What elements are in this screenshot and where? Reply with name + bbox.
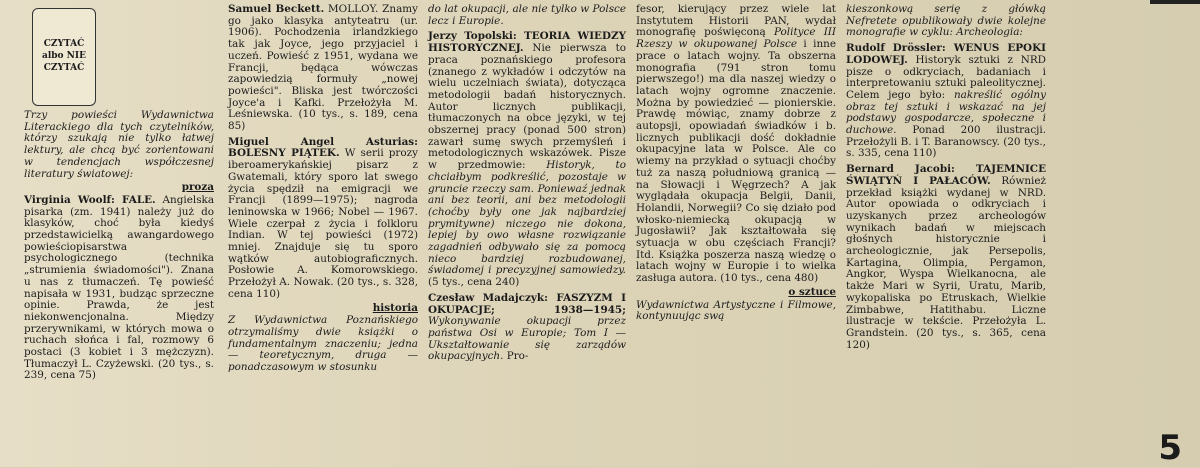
column-3	[428, 4, 626, 363]
review-woolf	[24, 195, 214, 382]
art-intro-cont: kieszonkową serię z główką Nefretete opublikowały dwie kolejne monografie w cyklu: Archeologia:	[846, 3, 1046, 39]
art-intro: Wydawnictwa Artystyczne i Filmowe, kontynuując swą	[636, 298, 836, 323]
review-tail: (5 tys., cena 240)	[428, 276, 520, 289]
review-heading: Miguel Angel Asturias: BOLESNY PIĄTEK.	[228, 135, 418, 160]
review-body: Historyk sztuki z NRD pisze o odkryciach, badaniach i interpretowaniu sztuki paleolitycznej. Celem jego było:	[846, 53, 1046, 101]
top-rule	[1150, 0, 1200, 4]
review-jacobi	[846, 164, 1046, 351]
review-heading: Virginia Woolf: FALE.	[24, 193, 156, 206]
column-4	[636, 4, 836, 323]
history-intro: Z Wydawnictwa Poznańskiego otrzymaliśmy dwie książki o fundamentalnym znaczeniu; jedna — teoretycznym, druga — ponadczasowym w stosunku	[228, 314, 418, 374]
review-madajczyk	[428, 293, 626, 363]
column-5	[846, 4, 1046, 351]
section-heading-proza: proza	[181, 181, 214, 194]
review-body: i inne prace o latach wojny. Ta obszerna monografia (791 stron tomu pierwszego!) ma dla naszej wiedzy o latach wojny ogromne znaczenie. Można by powiedzieć — pionierskie. Prawdę mówiąc, znamy dobrze z autopsji, opowiadań świadków i b. licznych publikacji dość dokładnie okupacyjne lata w Polsce. Ale co wiemy na przykład o sytuacji choćby tuż za naszą południową granicą — na Słowacji i Węgrzech? A jak wyglądała okupacja Belgii, Danii, Holandii, Norwegii? Co się działo pod włosko-niemiecką okupacją w Jugosławii? Jak kształtowała się sytuacja w obu częściach Francji? Itd. Książka poszerza naszą wiedzę o latach wojny w Europie i to wielka zasługa autora. (10 tys., cena 480)	[636, 38, 836, 285]
review-heading: Czesław Madajczyk: FASZYZM I OKUPACJE; 1938—1945;	[428, 291, 626, 316]
review-heading: Rudolf Drössler: WENUS EPOKI LODOWEJ.	[846, 42, 1046, 66]
review-body: Nie pierwsza to praca poznańskiego profesora (znanego z wykładów i odczytów na wielu uczelniach świata), dotycząca metodologii badań historycznych. Autor licznych publikacji, tłumaczonych na obce języki, w tej obszernej pracy (ponad 500 stron) zawarł sumę swych przemyśleń i metodologicznych wskazówek. Pisze w przedmowie:	[428, 42, 626, 172]
section-heading-historia: historia	[372, 301, 418, 314]
history-intro-cont: do lat okupacji, ale nie tylko w Polsce lecz i Europie.	[428, 3, 626, 27]
review-quote: Polityce III Rzeszy w okupowanej Polsce	[636, 26, 837, 51]
review-beckett	[228, 4, 418, 133]
review-body: MOLLOY. Znamy go jako klasyka antyteatru (ur. 1906). Pochodzenia irlandzkiego tak jak Joyce, jego przyjaciel i uczeń. Powieść z 1951, wydana we Francji, będąca wówczas zapowiedzią formuły „nowej powieści". Bliska jest twórczości Joyce'a i Kafki. Przełożyła M. Leśniewska. (10 tys., s. 189, cena 85)	[228, 3, 418, 133]
intro-text: Trzy powieści Wydawnictwa Literackiego dla tych czytelników, którzy szukają nie tylko łatwej lektury, ale chcą być zorientowani w tendencjach współczesnej literatury światowej:	[24, 109, 214, 180]
review-quote: Wykonywanie okupacji przez państwa Osi w Europie; Tom I — Ukształtowanie się zarządów okupacyjnych.	[428, 315, 626, 363]
review-asturias	[228, 137, 418, 301]
review-heading: Bernard Jacobi: TAJEMNICE ŚWIĄTYŃ I PAŁACÓW.	[846, 163, 1046, 187]
review-madajczyk-cont	[636, 4, 836, 285]
review-quote: nakreślić ogólny obraz tej sztuki i wskazać na jej podstawy gospodarcze, społeczne i duchowe.	[846, 88, 1046, 137]
review-heading: Jerzy Topolski: TEORIA WIEDZY HISTORYCZNEJ.	[428, 30, 626, 55]
review-tail: Pro-	[506, 350, 529, 363]
review-body: Również przekład książki wydanej w NRD. Autor opowiada o odkryciach i uzyskanych przez archeologów wynikach badań w miejscach głośnych historycznie i archeologicznie, jak Persepolis, Kartagina, Olimpia, Pergamon, Angkor, Wyspa Wielkanocna, ale także Mari w Syrii, Uratu, Marib, wykopaliska po Etruskach, Wielkie Zimbabwe, Hatithabu. Liczne ilustracje w tekście. Przełożyła L. Grandstein. (20 tys., s. 365, cena 120)	[846, 174, 1046, 351]
page-number: 5	[1158, 428, 1182, 468]
review-body: Angielska pisarka (zm. 1941) należy już do klasyków, choć była kiedyś przedstawicielką awangardowego powieściopisarstwa psychologicznego (technika „strumienia świadomości"). Znana u nas z tłumaczeń. Tę powieść napisała w 1931, budząc sprzeczne opinie. Prawda, że jest niekonwencjonalna. Między przerywnikami, w których mowa o ruchach słońca i fal, rozmowy 6 postaci (3 kobiet i 3 mężczyzn). Tłumaczył L. Czyżewski. (20 tys., s. 239, cena 75)	[24, 193, 215, 382]
review-body: fesor, kierujący przez wiele lat Instytutem Historii PAN, wydał monografię poświęconą	[636, 3, 836, 39]
column-logo-badge: CZYTAĆ albo NIE CZYTAĆ	[32, 8, 96, 106]
review-tail: Ponad 200 ilustracji. Przełożyli B. i T. Baranowscy. (20 tys., s. 335, cena 110)	[846, 124, 1046, 160]
review-drossler	[846, 43, 1046, 160]
column-2	[228, 4, 418, 374]
review-body: W serii prozy iberoamerykańskiej pisarz z Gwatemali, który sporo lat swego życia spędził na emigracji we Francji (1899—1975); nagroda leninowska w 1966; Nobel — 1967. Wiele czerpał z życia i folkloru Indian. W tej powieści (1972) mniej. Znajduje się tu sporo wątków autobiograficznych. Posłowie A. Komorowskiego. Przełożył A. Nowak. (20 tys., s. 328, cena 110)	[228, 147, 418, 300]
section-heading-o-sztuce: o sztuce	[788, 285, 836, 298]
review-quote: Historyk, to chciałbym podkreślić, pozostaje w gruncie rzeczy sam. Poniewaź jednak ani bez teorii, ani bez metodologii (choćby były one jak najbardziej prymitywne) niczego nie dokona, lepiej by owo własne rozwiązanie zagadnień odbywało się za pomocą nieco bardziej rozbudowanej, świadomej i precyzyjnej samowiedzy.	[428, 159, 626, 277]
review-heading: Samuel Beckett.	[228, 3, 325, 15]
review-topolski	[428, 31, 626, 288]
column-1	[24, 4, 214, 382]
